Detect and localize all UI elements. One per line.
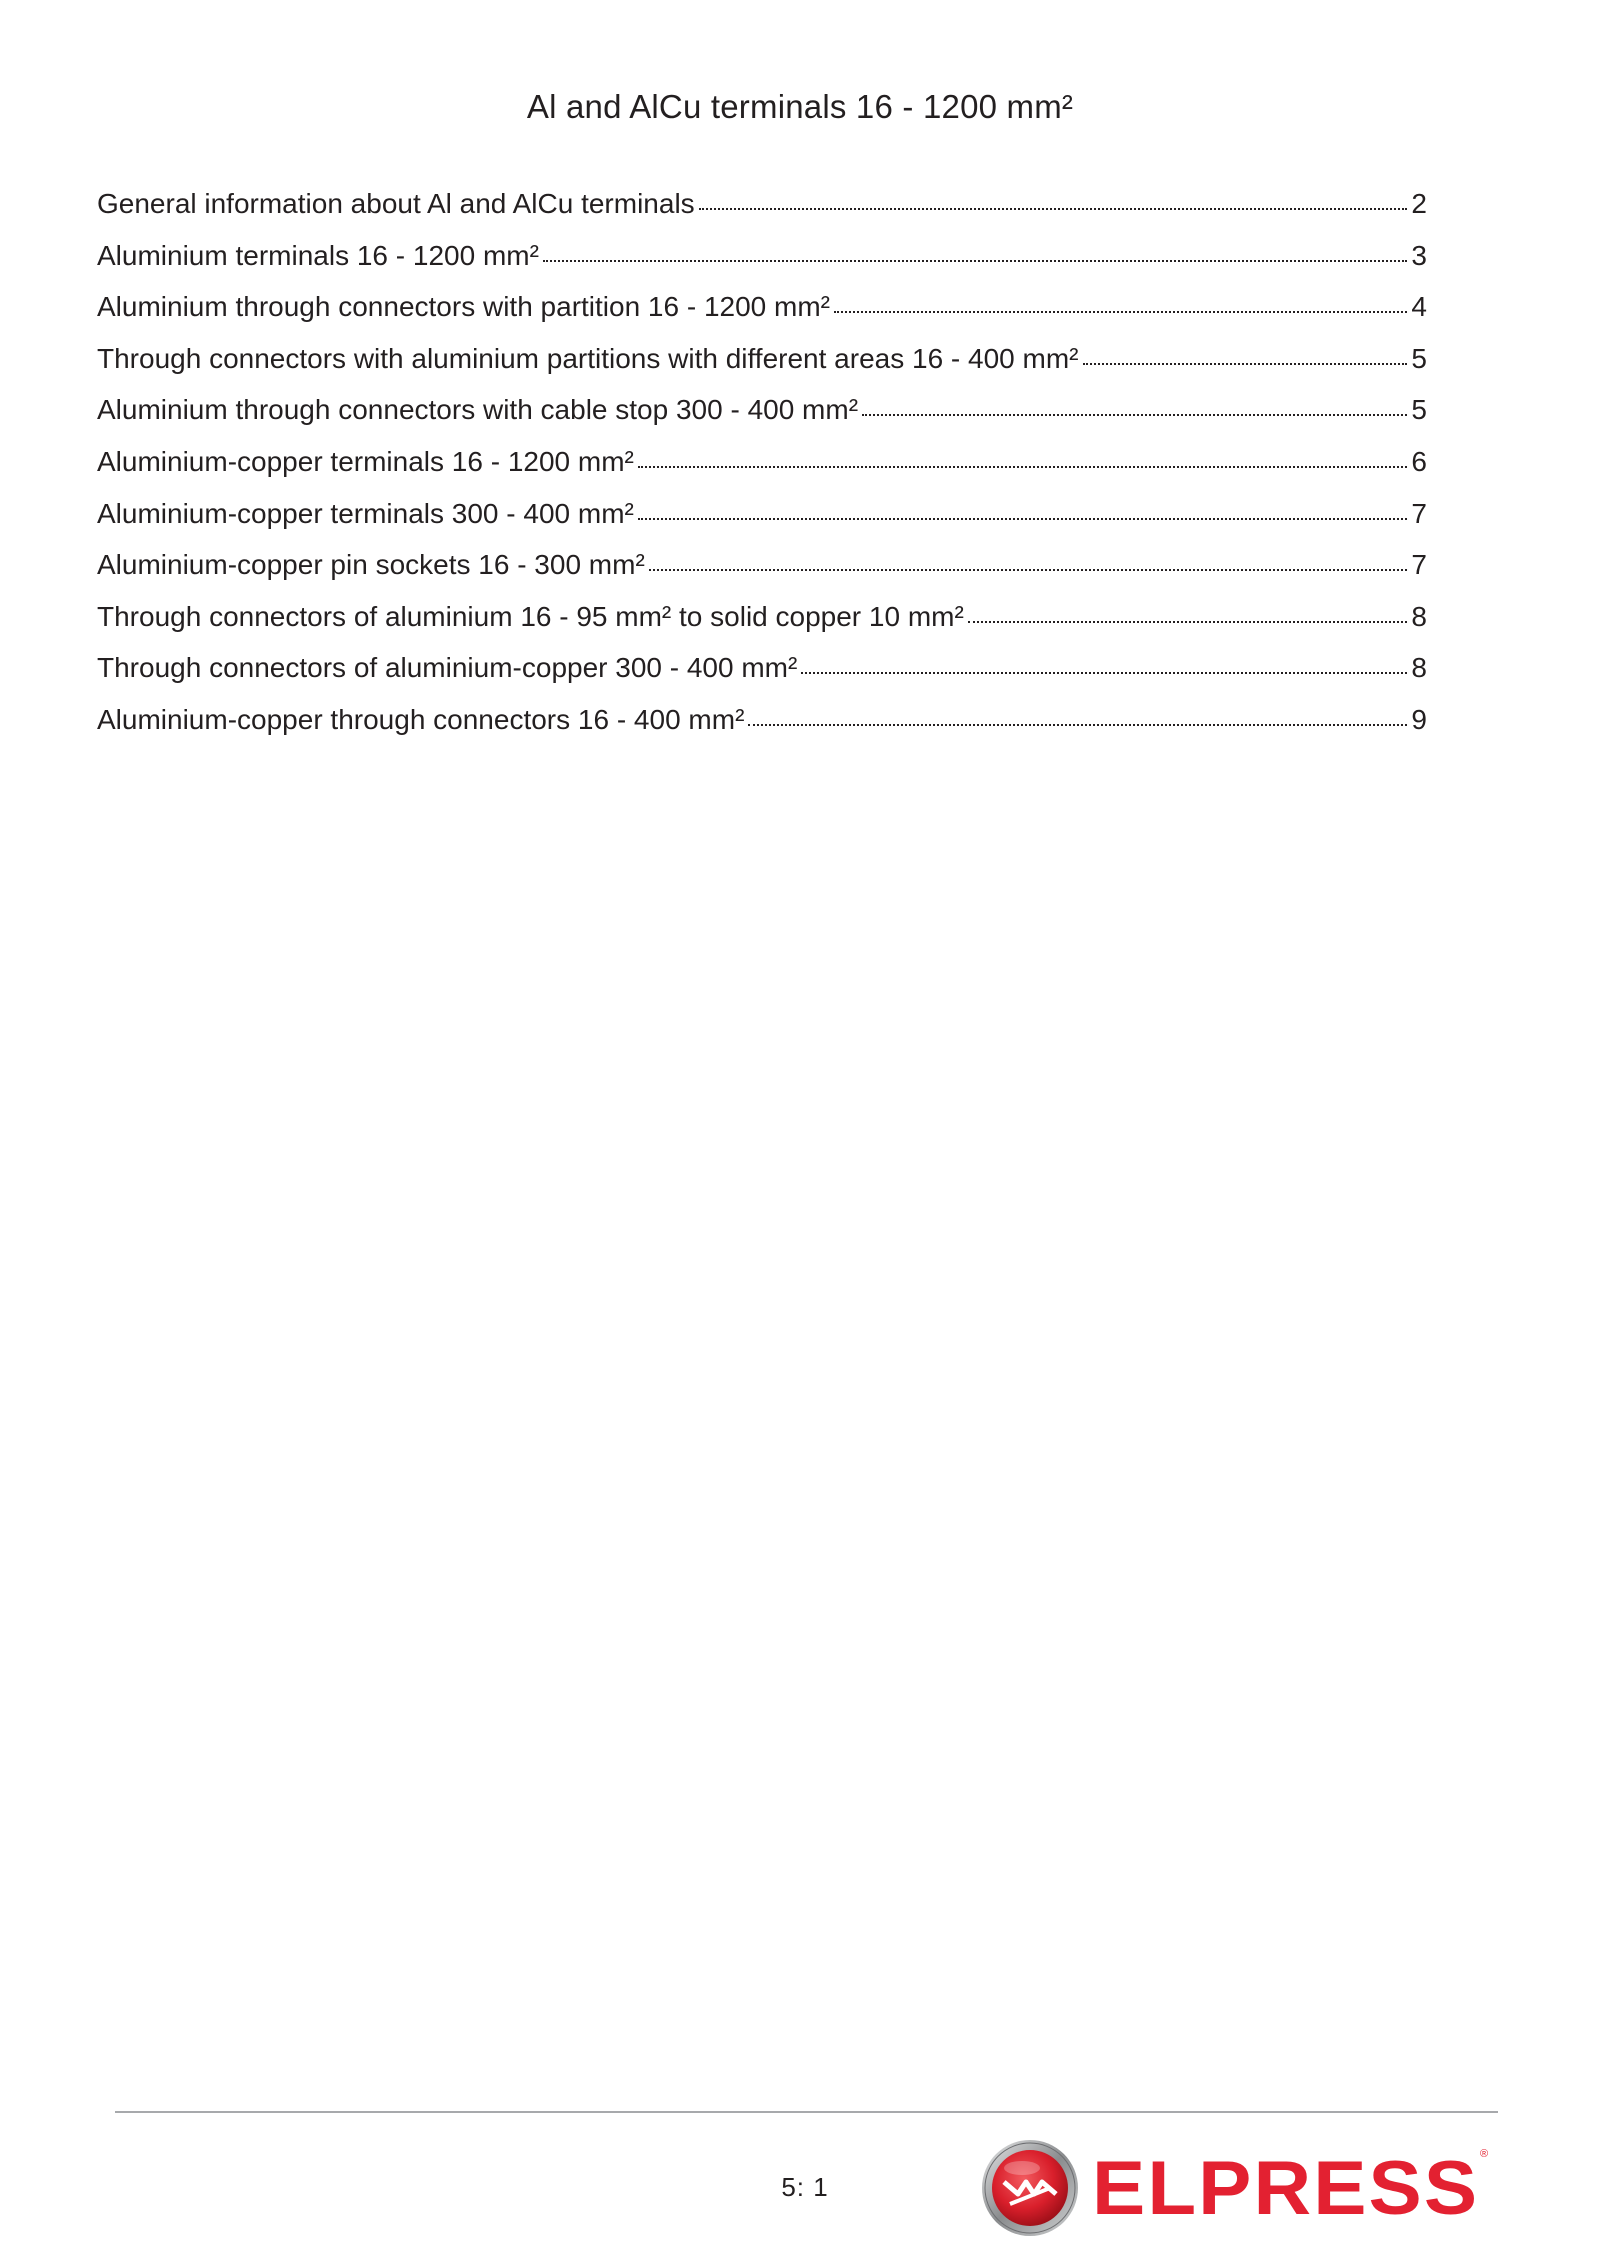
toc-entry[interactable] bbox=[97, 700, 1427, 752]
toc-leader-dots bbox=[748, 724, 1407, 726]
toc-entry-page: 4 bbox=[1411, 291, 1427, 323]
page-number: 5: 1 bbox=[781, 2172, 829, 2202]
toc-entry[interactable] bbox=[97, 184, 1427, 236]
toc-entry-page: 8 bbox=[1411, 652, 1427, 684]
toc-entry-label: Through connectors with aluminium partitions with different areas 16 - 400 mm² bbox=[97, 342, 1079, 374]
toc-leader-dots bbox=[1083, 363, 1408, 365]
toc-entry[interactable] bbox=[97, 494, 1427, 546]
toc-leader-dots bbox=[968, 621, 1408, 623]
footer-divider bbox=[115, 2111, 1498, 2113]
toc-entry[interactable] bbox=[97, 442, 1427, 494]
toc-entry-page: 5 bbox=[1411, 394, 1427, 426]
toc-entry-page: 3 bbox=[1411, 239, 1427, 271]
toc-entry-label: Through connectors of aluminium 16 - 95 mm² to solid copper 10 mm² bbox=[97, 600, 964, 632]
page-title: Al and AlCu terminals 16 - 1200 mm² bbox=[526, 88, 1074, 125]
toc-leader-dots bbox=[649, 569, 1408, 571]
toc-leader-dots bbox=[638, 518, 1408, 520]
toc-entry-page: 2 bbox=[1411, 188, 1427, 219]
registered-mark: ® bbox=[1480, 2148, 1489, 2160]
toc-leader-dots bbox=[638, 466, 1408, 468]
elpress-emblem-icon bbox=[980, 2138, 1080, 2238]
toc-entry-label: Through connectors of aluminium-copper 300 - 400 mm² bbox=[97, 652, 798, 684]
toc-leader-dots bbox=[699, 208, 1408, 210]
toc-entry[interactable] bbox=[97, 287, 1427, 339]
toc-leader-dots bbox=[801, 672, 1407, 674]
toc-entry-label: Aluminium-copper terminals 300 - 400 mm² bbox=[97, 497, 634, 529]
toc-entry-page: 7 bbox=[1411, 549, 1427, 581]
table-of-contents bbox=[97, 184, 1427, 752]
toc-entry-label: Aluminium-copper terminals 16 - 1200 mm² bbox=[97, 445, 634, 477]
toc-entry-page: 8 bbox=[1411, 600, 1427, 632]
toc-entry-label: Aluminium-copper pin sockets 16 - 300 mm² bbox=[97, 549, 645, 581]
toc-entry[interactable] bbox=[97, 597, 1427, 649]
toc-leader-dots bbox=[543, 260, 1408, 262]
toc-entry[interactable] bbox=[97, 236, 1427, 288]
toc-entry-page: 7 bbox=[1411, 497, 1427, 529]
toc-entry-label: General information about Al and AlCu terminals bbox=[97, 188, 695, 219]
toc-entry-label: Aluminium through connectors with cable stop 300 - 400 mm² bbox=[97, 394, 859, 426]
toc-entry[interactable] bbox=[97, 390, 1427, 442]
toc-entry-page: 5 bbox=[1411, 342, 1427, 374]
toc-leader-dots bbox=[862, 414, 1407, 416]
toc-entry-page: 6 bbox=[1411, 445, 1427, 477]
toc-entry[interactable] bbox=[97, 545, 1427, 597]
toc-entry-label: Aluminium-copper through connectors 16 - 400 mm² bbox=[97, 703, 745, 735]
toc-entry-label: Aluminium terminals 16 - 1200 mm² bbox=[97, 239, 539, 271]
toc-entry[interactable] bbox=[97, 648, 1427, 700]
toc-entry[interactable] bbox=[97, 339, 1427, 391]
toc-entry-page: 9 bbox=[1411, 703, 1427, 735]
toc-entry-label: Aluminium through connectors with partition 16 - 1200 mm² bbox=[97, 291, 831, 323]
elpress-wordmark: ELPRESS bbox=[1092, 2146, 1480, 2231]
elpress-logo bbox=[980, 2138, 1490, 2238]
toc-leader-dots bbox=[834, 311, 1407, 313]
